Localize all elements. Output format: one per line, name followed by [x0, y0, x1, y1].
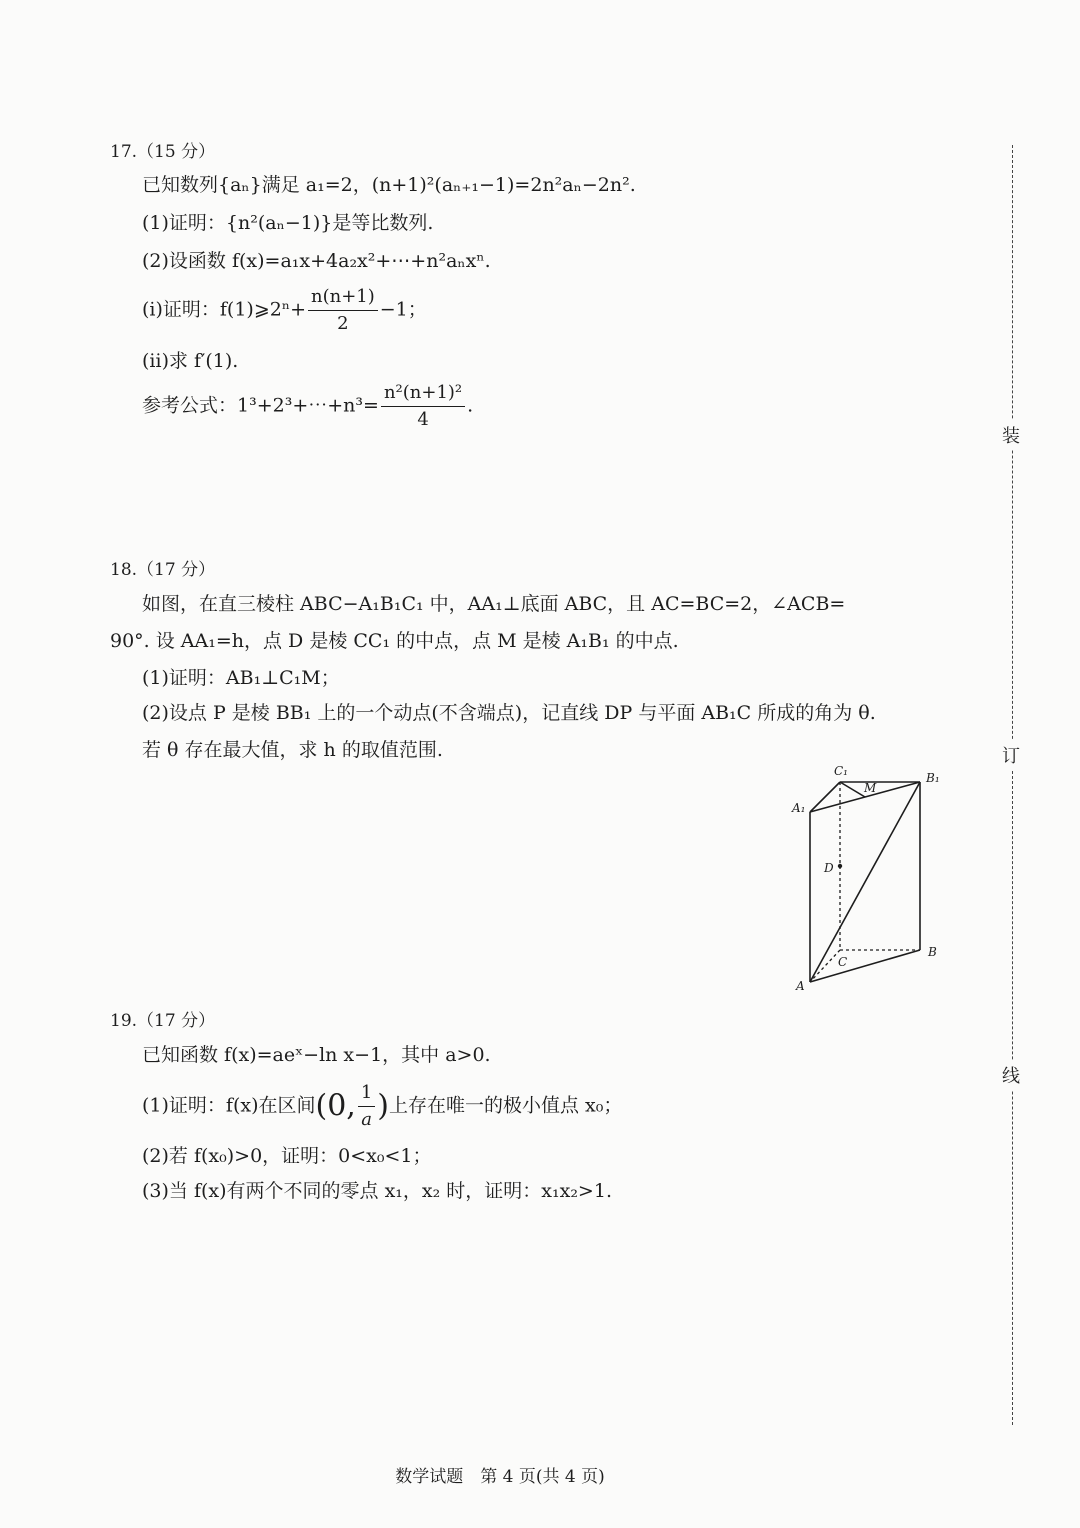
q19-part1 [142, 1084, 622, 1129]
label-a: A [796, 979, 805, 993]
q17-reference [142, 384, 473, 429]
q19-header: 19.（17 分） [110, 1011, 216, 1031]
page-footer: 数学试题 第 4 页(共 4 页) [395, 1467, 605, 1487]
point-d [838, 864, 842, 868]
prism-figure [770, 760, 960, 995]
label-c1: C₁ [834, 764, 848, 778]
label-b1: B₁ [926, 771, 940, 785]
q17-part1: (1)证明：{n²(aₙ−1)}是等比数列. [142, 212, 434, 234]
q17-ref-denominator: 4 [417, 409, 429, 430]
q17-stem: 已知数列{aₙ}满足 a₁=2，(n+1)²(aₙ₊₁−1)=2n²aₙ−2n². [142, 174, 636, 196]
label-b: B [928, 945, 937, 959]
segment-a-b1 [810, 782, 920, 982]
binding-label-zhuang: 装 [1002, 420, 1020, 450]
q19-part1-fraction [358, 1084, 375, 1129]
q18-part2-line2: 若 θ 存在最大值，求 h 的取值范围. [142, 739, 443, 761]
q19-part1-denominator: a [361, 1109, 372, 1130]
q17-ref-suffix: . [467, 394, 474, 417]
q18-stem-line1: 如图，在直三棱柱 ABC−A₁B₁C₁ 中，AA₁⊥底面 ABC，且 AC=BC=2，∠ACB= [142, 593, 846, 615]
q17-sub1-suffix: −1； [379, 298, 427, 321]
q19-part3: (3)当 f(x)有两个不同的零点 x₁，x₂ 时，证明：x₁x₂>1. [142, 1180, 612, 1202]
edge-a-b [810, 950, 920, 982]
q19-interval-left: (0, [315, 1088, 356, 1124]
q18-header: 18.（17 分） [110, 560, 216, 580]
q19-part2: (2)若 f(x₀)>0，证明：0<x₀<1； [142, 1145, 432, 1167]
q17-sub2: (ⅱ)求 f′(1). [142, 350, 239, 372]
q19-part1-suffix: 上存在唯一的极小值点 x₀； [389, 1094, 623, 1117]
q17-sub1-prefix: (ⅰ)证明：f(1)⩾2ⁿ+ [142, 298, 306, 321]
q19-part1-prefix: (1)证明：f(x)在区间 [142, 1094, 316, 1117]
q18-part2: (2)设点 P 是棱 BB₁ 上的一个动点(不含端点)，记直线 DP 与平面 AB₁C 所成的角为 θ. [142, 702, 876, 724]
q17-sub1-denominator: 2 [337, 313, 349, 334]
q17-sub1-numerator: n(n+1) [308, 288, 378, 311]
binding-label-ding: 订 [1002, 740, 1020, 770]
q19-stem: 已知函数 f(x)=aeˣ−ln x−1，其中 a>0. [142, 1044, 491, 1066]
q17-ref-prefix: 参考公式：1³+2³+⋯+n³= [142, 394, 379, 417]
q17-sub1-fraction [308, 288, 378, 333]
q17-ref-numerator: n²(n+1)² [381, 384, 465, 407]
q19-part1-numerator: 1 [358, 1084, 375, 1107]
q17-sub1 [142, 288, 427, 333]
q17-header: 17.（15 分） [110, 142, 216, 162]
q17-part2: (2)设函数 f(x)=a₁x+4a₂x²+⋯+n²aₙxⁿ. [142, 250, 491, 272]
q18-part1: (1)证明：AB₁⊥C₁M； [142, 667, 340, 689]
label-a1: A₁ [792, 801, 806, 815]
q17-ref-fraction [381, 384, 465, 429]
segment-c1-m [840, 782, 865, 797]
label-m: M [864, 781, 877, 795]
q18-stem-line2: 90°. 设 AA₁=h，点 D 是棱 CC₁ 的中点，点 M 是棱 A₁B₁ 的中点. [110, 630, 679, 652]
binding-label-xian: 线 [1002, 1060, 1020, 1090]
binding-dashed-line [1012, 145, 1013, 1425]
q19-interval-right: ) [377, 1088, 389, 1124]
label-c: C [838, 955, 848, 969]
label-d: D [824, 861, 834, 875]
